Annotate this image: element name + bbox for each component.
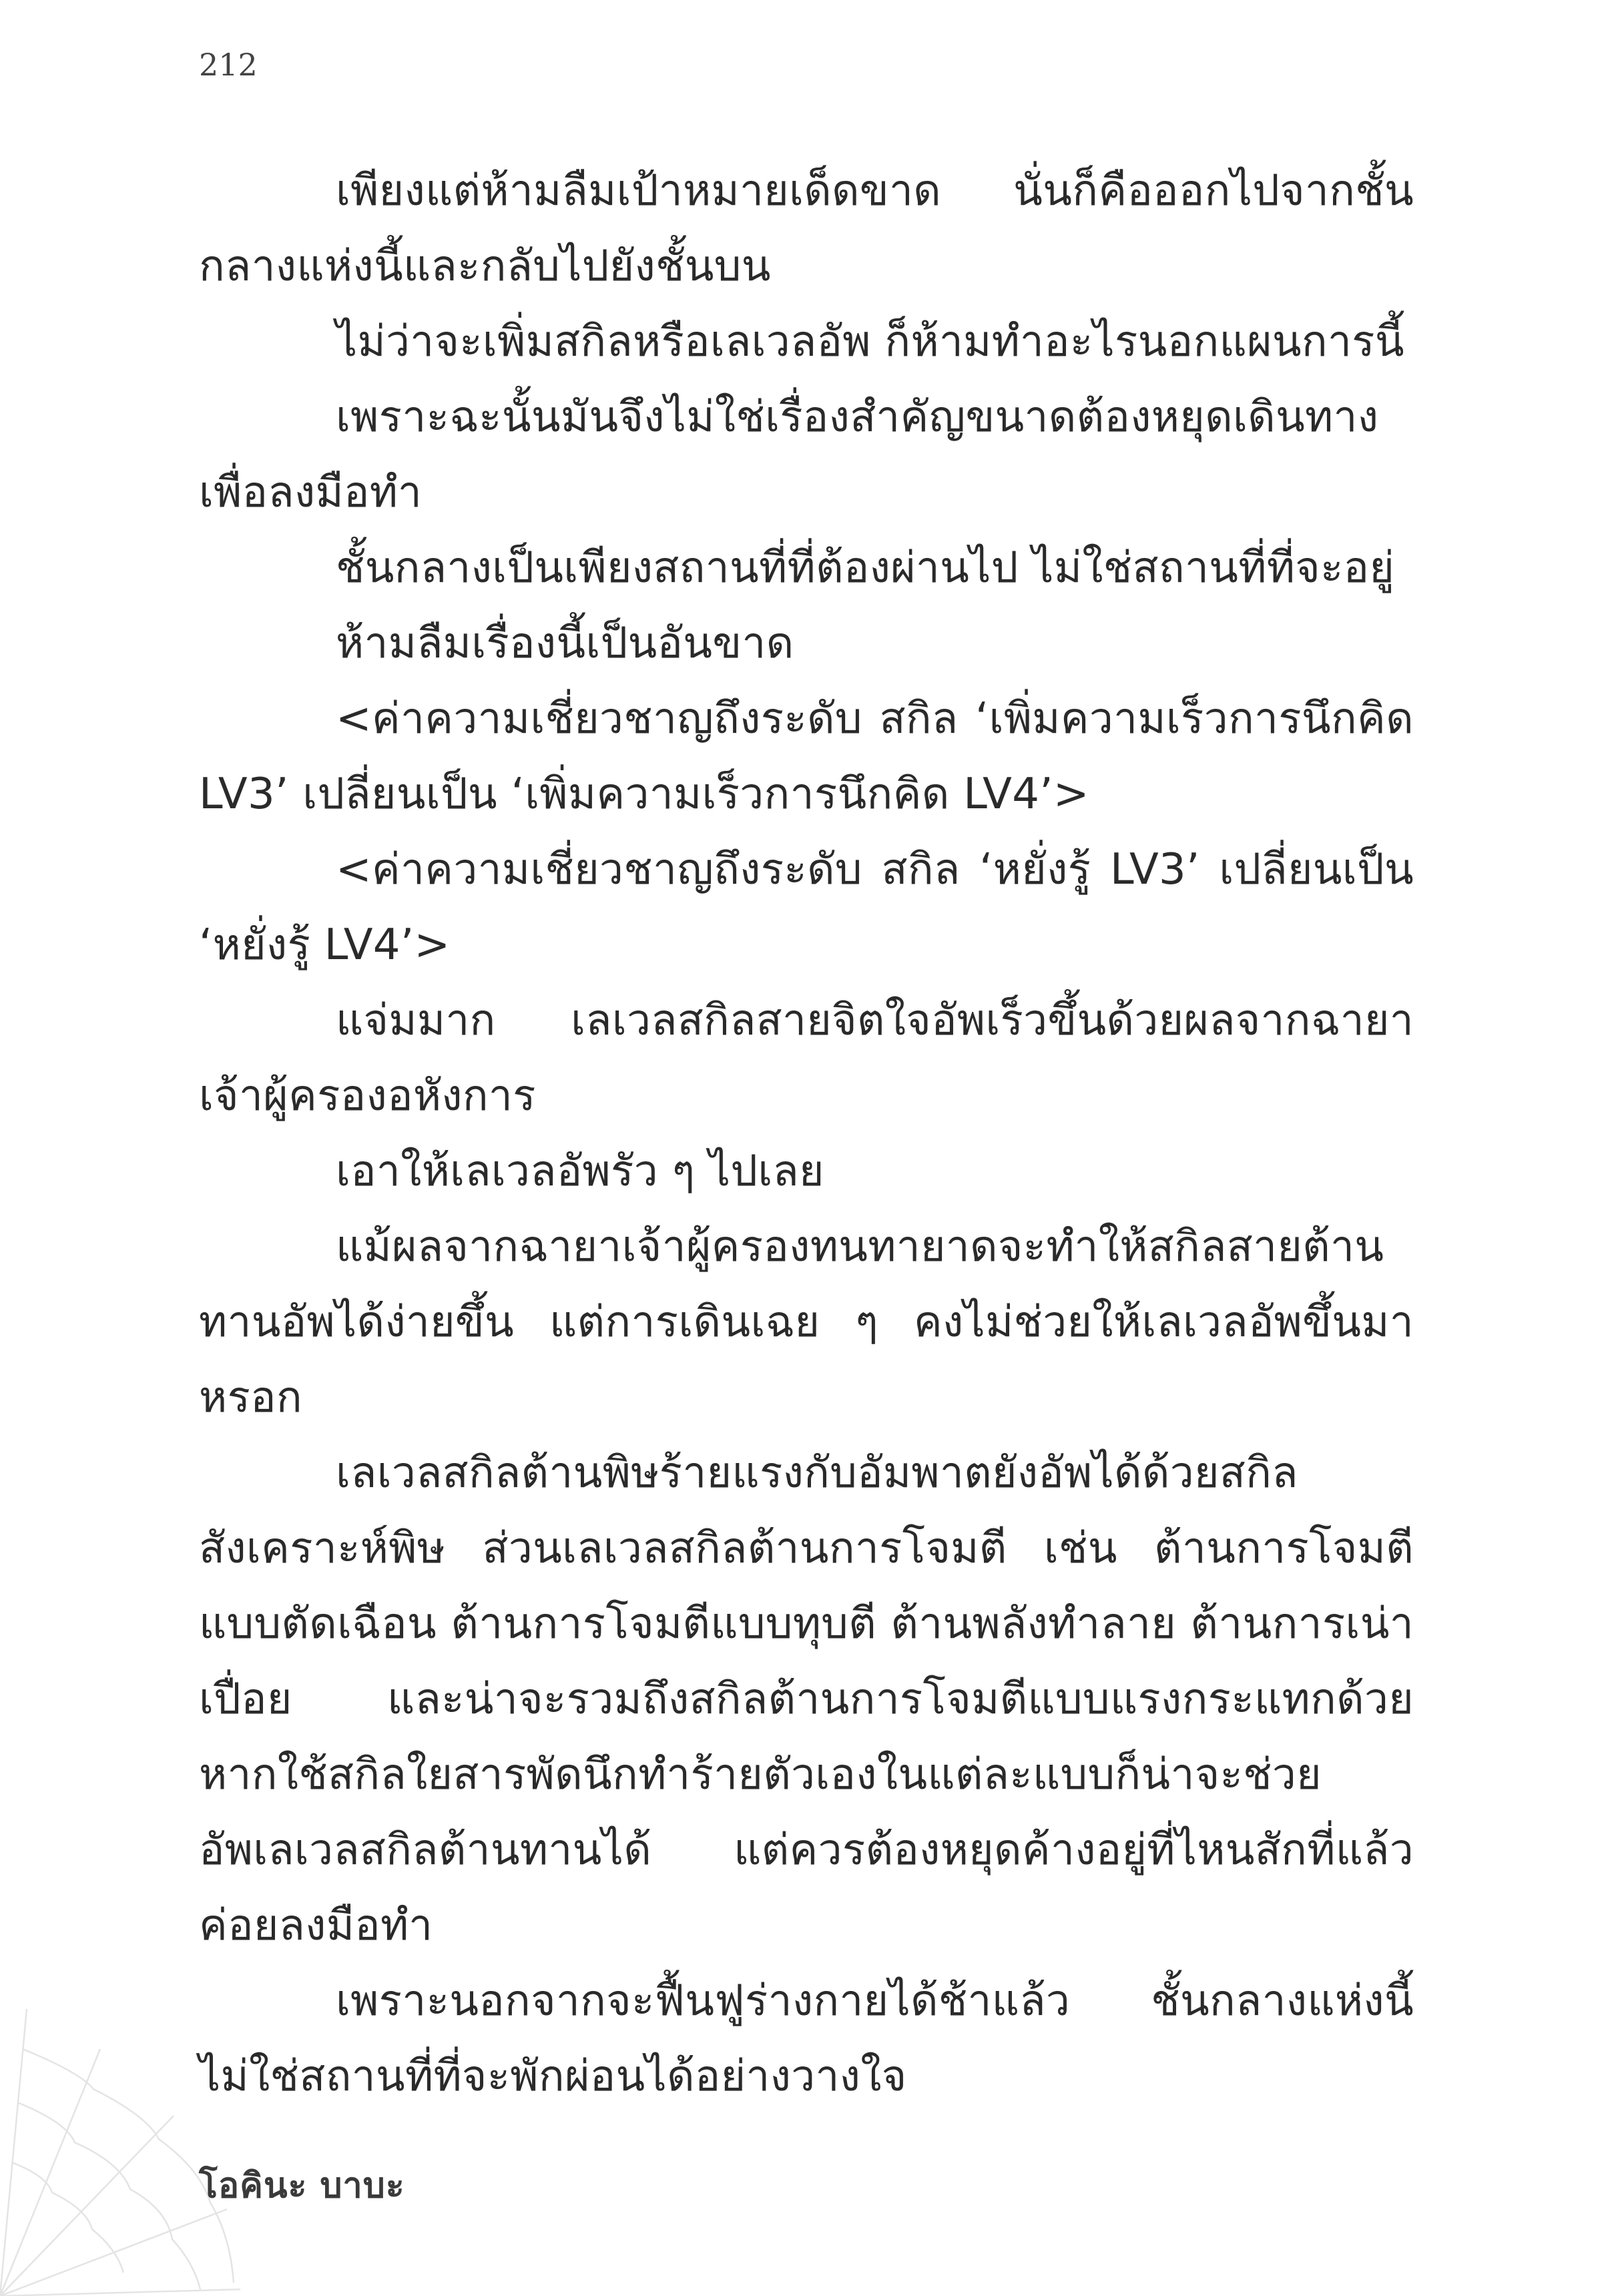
body-text (199, 154, 1414, 2114)
author-name: โอคินะ บาบะ (199, 2166, 405, 2206)
paragraph: เอาให้เลเวลอัพรัว ๆ ไปเลย (336, 1147, 824, 1196)
paragraph: ห้ามลืมเรื่องนี้เป็นอันขาด (336, 619, 794, 668)
page-number: 212 (199, 47, 258, 83)
paragraph: แม้ผลจากฉายาเจ้าผู้ครองทนทายาดจะทำให้สกิลสายต้านทานอัพได้ง่ายขึ้น แต่การเดินเฉย ๆ คงไม่ช่วยให้เลเวลอัพขึ้นมาหรอก (199, 1222, 1414, 1422)
paragraph: <ค่าความเชี่ยวชาญถึงระดับ สกิล ‘หยั่งรู้ LV3’ เปลี่ยนเป็น ‘หยั่งรู้ LV4’> (199, 845, 1414, 970)
paragraph: แจ่มมาก เลเวลสกิลสายจิตใจอัพเร็วขึ้นด้วยผลจากฉายาเจ้าผู้ครองอหังการ (199, 996, 1414, 1121)
paragraph: เพียงแต่ห้ามลืมเป้าหมายเด็ดขาด นั่นก็คือออกไปจากชั้นกลางแห่งนี้และกลับไปยังชั้นบน (199, 166, 1414, 291)
paragraph: ไม่ว่าจะเพิ่มสกิลหรือเลเวลอัพ ก็ห้ามทำอะไรนอกแผนการนี้ (336, 317, 1404, 366)
paragraph: เลเวลสกิลต้านพิษร้ายแรงกับอัมพาตยังอัพได้ด้วยสกิลสังเคราะห์พิษ ส่วนเลเวลสกิลต้านการโจมตี เช่น ต้านการโจมตีแบบตัดเฉือน ต้านการโจมตีแบบทุบตี ต้านพลังทำลาย ต้านการเน่าเปื่อย และน่าจะรวมถึงสกิลต้านการโจมตีแบบแรงกระแทกด้วย หากใช้สกิลใยสารพัดนึกทำร้ายตัวเองในแต่ละแบบก็น่าจะช่วยอัพเลเวลสกิลต้านทานได้ แต่ควรต้องหยุดค้างอยู่ที่ไหนสักที่แล้วค่อยลงมือทำ (199, 1448, 1414, 1950)
spider-web-icon (0, 2009, 240, 2296)
paragraph: เพราะฉะนั้นมันจึงไม่ใช่เรื่องสำคัญขนาดต้องหยุดเดินทางเพื่อลงมือทำ (199, 392, 1379, 517)
paragraph: ชั้นกลางเป็นเพียงสถานที่ที่ต้องผ่านไป ไม่ใช่สถานที่ที่จะอยู่ (336, 543, 1395, 593)
paragraph: เพราะนอกจากจะฟื้นฟูร่างกายได้ช้าแล้ว ชั้นกลางแห่งนี้ไม่ใช่สถานที่ที่จะพักผ่อนได้อย่างวางใจ (199, 1976, 1414, 2101)
paragraph: <ค่าความเชี่ยวชาญถึงระดับ สกิล ‘เพิ่มความเร็วการนึกคิด LV3’ เปลี่ยนเป็น ‘เพิ่มความเร็วการนึกคิด LV4’> (199, 694, 1414, 819)
